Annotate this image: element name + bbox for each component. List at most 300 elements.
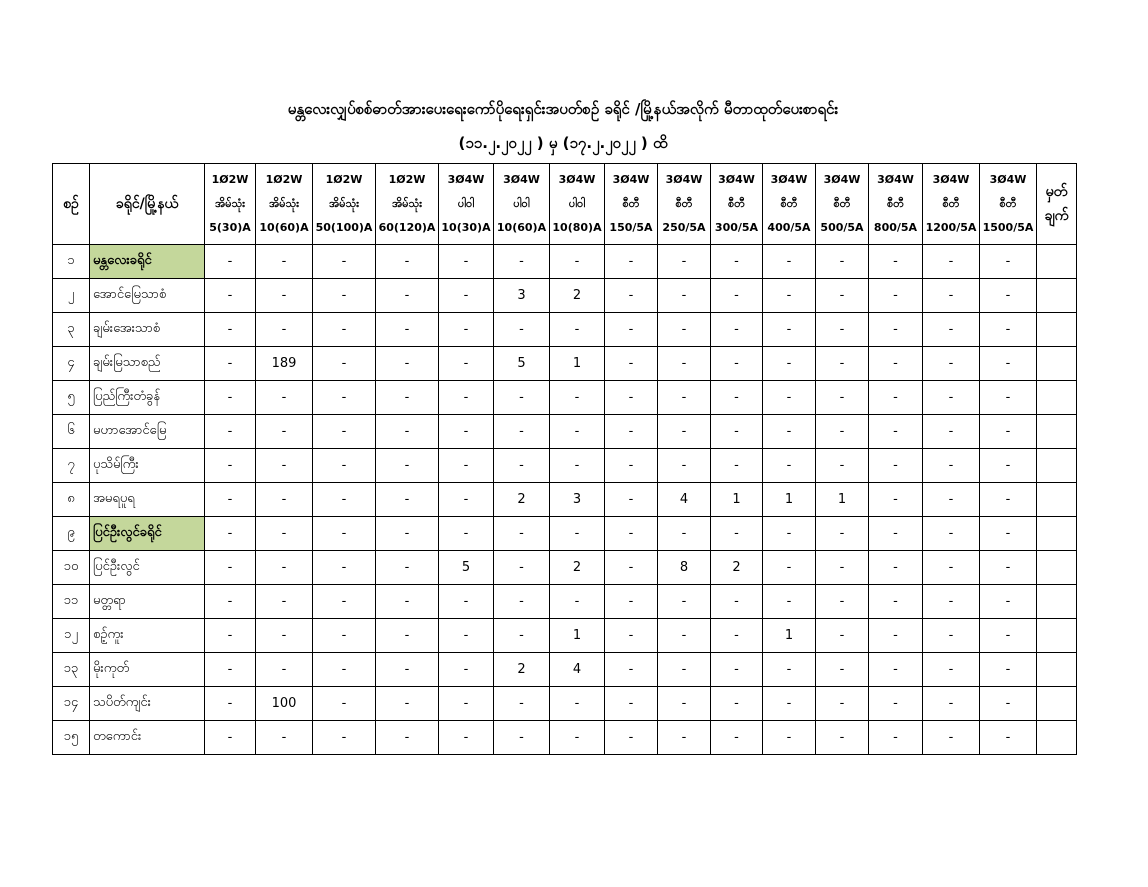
meter-count-cell: - [256, 415, 313, 449]
meter-column-header [605, 164, 658, 245]
table-row [53, 313, 1077, 347]
meter-column-header [313, 164, 376, 245]
remark-cell [1037, 551, 1077, 585]
meter-count-cell: - [605, 585, 658, 619]
meter-count-cell: - [256, 551, 313, 585]
meter-count-cell: 8 [658, 551, 711, 585]
meter-count-cell: - [980, 653, 1037, 687]
meter-count-cell: - [763, 653, 816, 687]
meter-column-header [923, 164, 980, 245]
meter-header-type: အိမ်သုံး [269, 197, 299, 210]
district-name-cell: မန္တလေးခရိုင် [90, 245, 205, 279]
meter-count-cell: - [256, 313, 313, 347]
meter-header-rating: 10(60)A [259, 221, 309, 234]
meter-header-phase: 3Ø4W [447, 173, 485, 186]
meter-count-cell: 3 [550, 483, 605, 517]
meter-count-cell: - [376, 653, 439, 687]
serial-cell: ၁၁ [53, 585, 90, 619]
meter-count-cell: - [923, 449, 980, 483]
township-name-cell: မတ္တရာ [90, 585, 205, 619]
meter-count-cell: - [256, 619, 313, 653]
remark-cell [1037, 483, 1077, 517]
meter-count-cell: - [763, 449, 816, 483]
meter-count-cell: - [439, 585, 494, 619]
meter-count-cell: - [658, 653, 711, 687]
meter-count-cell: - [923, 279, 980, 313]
serial-header: စဉ် [53, 164, 90, 245]
meter-count-cell: - [313, 449, 376, 483]
meter-count-cell: - [313, 483, 376, 517]
table-body [53, 245, 1077, 755]
meter-count-cell: - [439, 449, 494, 483]
meter-count-cell: - [816, 381, 869, 415]
meter-count-cell: - [711, 721, 763, 755]
meter-header-rating: 800/5A [873, 221, 918, 234]
remark-cell [1037, 585, 1077, 619]
meter-count-cell: - [869, 551, 923, 585]
meter-count-cell: - [711, 279, 763, 313]
remark-cell [1037, 381, 1077, 415]
meter-count-cell: - [494, 551, 550, 585]
meter-header-rating: 300/5A [714, 221, 759, 234]
meter-header-phase: 3Ø4W [612, 173, 650, 186]
meter-count-cell: 5 [494, 347, 550, 381]
meter-header-phase: 3Ø4W [503, 173, 540, 186]
township-name-cell: ပြည်ကြီးတံခွန် [90, 381, 205, 415]
meter-count-cell: - [376, 279, 439, 313]
meter-column-header [550, 164, 605, 245]
meter-count-cell: - [711, 347, 763, 381]
meter-count-cell: - [439, 381, 494, 415]
meter-count-cell: - [763, 517, 816, 551]
meter-count-cell: - [816, 653, 869, 687]
meter-header-phase: 1Ø2W [211, 173, 249, 186]
meter-count-cell: - [923, 619, 980, 653]
meter-header-type: စီတီ [887, 197, 904, 210]
meter-header-rating: 250/5A [662, 221, 706, 234]
meter-count-cell: - [205, 687, 256, 721]
meter-count-cell: - [763, 381, 816, 415]
meter-count-cell: - [550, 721, 605, 755]
remark-cell [1037, 279, 1077, 313]
report-date-range: (၁၁.၂.၂၀၂၂ ) မှ (၁၇.၂.၂၀၂၂ ) ထိ [458, 134, 668, 152]
meter-count-cell: - [980, 245, 1037, 279]
meter-count-cell: - [711, 313, 763, 347]
meter-count-cell: - [313, 517, 376, 551]
meter-count-cell: - [550, 415, 605, 449]
meter-count-cell: 2 [494, 653, 550, 687]
meter-count-cell: - [550, 245, 605, 279]
meter-count-cell: - [605, 483, 658, 517]
meter-issue-table [52, 163, 1077, 755]
meter-count-cell: - [256, 449, 313, 483]
meter-column-header [869, 164, 923, 245]
meter-count-cell: - [550, 449, 605, 483]
meter-header-type: စီတီ [780, 197, 798, 210]
meter-count-cell: - [711, 245, 763, 279]
table-row [53, 585, 1077, 619]
meter-count-cell: - [313, 347, 376, 381]
meter-count-cell: - [980, 279, 1037, 313]
meter-count-cell: - [256, 653, 313, 687]
meter-count-cell: - [605, 313, 658, 347]
meter-header-phase: 3Ø4W [823, 173, 861, 186]
meter-header-phase: 3Ø4W [877, 173, 914, 186]
meter-count-cell: - [923, 313, 980, 347]
meter-count-cell: - [494, 245, 550, 279]
meter-count-cell: - [980, 687, 1037, 721]
meter-count-cell: - [658, 279, 711, 313]
serial-cell: ၁၄ [53, 687, 90, 721]
serial-cell: ၅ [53, 381, 90, 415]
township-name-cell: အောင်မြေသာစံ [90, 279, 205, 313]
table-header-row [53, 164, 1077, 245]
meter-count-cell: - [711, 449, 763, 483]
meter-header-phase: 1Ø2W [325, 173, 363, 186]
meter-count-cell: - [980, 551, 1037, 585]
meter-count-cell: - [711, 619, 763, 653]
table-row [53, 347, 1077, 381]
township-name-cell: မိုးကုတ် [90, 653, 205, 687]
meter-count-cell: - [658, 687, 711, 721]
township-name-cell: မဟာအောင်မြေ [90, 415, 205, 449]
meter-count-cell: 3 [494, 279, 550, 313]
meter-header-rating: 150/5A [609, 221, 653, 234]
table-row [53, 279, 1077, 313]
remark-cell [1037, 245, 1077, 279]
meter-header-phase: 3Ø4W [989, 173, 1027, 186]
remark-cell [1037, 653, 1077, 687]
meter-count-cell: - [869, 619, 923, 653]
meter-count-cell: - [763, 585, 816, 619]
township-name-cell: သပိတ်ကျင်း [90, 687, 205, 721]
meter-count-cell: - [494, 313, 550, 347]
meter-count-cell: - [256, 721, 313, 755]
meter-count-cell: - [376, 619, 439, 653]
meter-count-cell: 2 [494, 483, 550, 517]
meter-header-type: စီတီ [833, 197, 851, 210]
meter-header-type: စီတီ [999, 197, 1017, 210]
meter-count-cell: - [205, 381, 256, 415]
meter-header-phase: 3Ø4W [932, 173, 970, 186]
meter-count-cell: - [869, 381, 923, 415]
table-row [53, 653, 1077, 687]
remark-header-line2: ချက် [1044, 208, 1069, 224]
meter-count-cell: - [923, 415, 980, 449]
meter-count-cell: - [494, 517, 550, 551]
meter-header-phase: 1Ø2W [388, 173, 426, 186]
table-row [53, 517, 1077, 551]
meter-count-cell: - [376, 415, 439, 449]
meter-count-cell: - [376, 551, 439, 585]
table-row [53, 415, 1077, 449]
meter-count-cell: - [816, 245, 869, 279]
township-name-cell: ချမ်းအေးသာစံ [90, 313, 205, 347]
meter-count-cell: - [205, 347, 256, 381]
meter-count-cell: - [980, 721, 1037, 755]
meter-count-cell: - [763, 721, 816, 755]
meter-count-cell: - [711, 687, 763, 721]
meter-count-cell: - [869, 279, 923, 313]
meter-count-cell: - [313, 279, 376, 313]
meter-count-cell: - [980, 449, 1037, 483]
table-row [53, 381, 1077, 415]
meter-count-cell: - [923, 483, 980, 517]
meter-header-rating: 10(60)A [496, 221, 547, 234]
meter-column-header [711, 164, 763, 245]
meter-count-cell: - [313, 551, 376, 585]
remark-cell [1037, 721, 1077, 755]
meter-count-cell: - [816, 585, 869, 619]
serial-cell: ၉ [53, 517, 90, 551]
meter-count-cell: - [494, 687, 550, 721]
meter-count-cell: - [376, 517, 439, 551]
serial-cell: ၈ [53, 483, 90, 517]
meter-count-cell: - [816, 449, 869, 483]
table-row [53, 687, 1077, 721]
meter-count-cell: - [658, 313, 711, 347]
meter-count-cell: 1 [816, 483, 869, 517]
meter-header-rating: 500/5A [820, 221, 864, 234]
remark-cell [1037, 687, 1077, 721]
meter-header-type: စီတီ [942, 197, 960, 210]
meter-header-phase: 1Ø2W [265, 173, 303, 186]
meter-count-cell: - [313, 585, 376, 619]
township-name-cell: ချမ်းမြသာစည် [90, 347, 205, 381]
township-name-cell: တကောင်း [90, 721, 205, 755]
meter-header-rating: 1500/5A [982, 221, 1034, 234]
meter-count-cell: - [869, 483, 923, 517]
meter-header-type: အိမ်သုံး [329, 197, 359, 210]
meter-count-cell: - [816, 687, 869, 721]
meter-header-phase: 3Ø4W [665, 173, 703, 186]
meter-count-cell: - [869, 585, 923, 619]
meter-count-cell: - [550, 313, 605, 347]
meter-column-header [658, 164, 711, 245]
meter-count-cell: - [658, 245, 711, 279]
meter-count-cell: - [605, 687, 658, 721]
remark-cell [1037, 449, 1077, 483]
meter-count-cell: - [980, 415, 1037, 449]
meter-count-cell: - [439, 687, 494, 721]
remark-cell [1037, 415, 1077, 449]
meter-count-cell: - [205, 313, 256, 347]
meter-count-cell: - [605, 721, 658, 755]
meter-count-cell: - [869, 449, 923, 483]
meter-count-cell: - [869, 313, 923, 347]
township-name-cell: အမရပူရ [90, 483, 205, 517]
meter-count-cell: 1 [550, 347, 605, 381]
serial-cell: ၁ [53, 245, 90, 279]
meter-count-cell: - [869, 721, 923, 755]
meter-count-cell: - [439, 619, 494, 653]
meter-count-cell: 4 [550, 653, 605, 687]
meter-header-rating: 400/5A [767, 221, 811, 234]
meter-column-header [439, 164, 494, 245]
meter-count-cell: - [439, 313, 494, 347]
meter-count-cell: 189 [256, 347, 313, 381]
meter-count-cell: - [816, 721, 869, 755]
meter-count-cell: - [256, 585, 313, 619]
meter-count-cell: - [205, 483, 256, 517]
serial-cell: ၂ [53, 279, 90, 313]
meter-count-cell: 2 [550, 279, 605, 313]
meter-count-cell: - [205, 721, 256, 755]
table-row [53, 619, 1077, 653]
meter-count-cell: - [205, 551, 256, 585]
serial-cell: ၁၃ [53, 653, 90, 687]
meter-count-cell: - [313, 687, 376, 721]
meter-count-cell: 2 [550, 551, 605, 585]
table-row [53, 483, 1077, 517]
meter-count-cell: - [658, 381, 711, 415]
meter-count-cell: - [439, 245, 494, 279]
meter-count-cell: - [711, 585, 763, 619]
meter-count-cell: - [869, 687, 923, 721]
meter-header-rating: 60(120)A [378, 221, 436, 234]
remark-header [1037, 164, 1077, 245]
meter-count-cell: 5 [439, 551, 494, 585]
report-title: မန္တလေးလျှပ်စစ်ဓာတ်အားပေးရေးကော်ပိုရေးရှင်းအပတ်စဉ် ခရိုင် /မြို့နယ်အလိုက် မီတာထုတ်ပေးစာရင်း [287, 100, 839, 118]
district-name-cell: ပြင်ဦးလွင်ခရိုင် [90, 517, 205, 551]
meter-count-cell: - [205, 585, 256, 619]
meter-count-cell: - [439, 653, 494, 687]
meter-count-cell: - [923, 381, 980, 415]
meter-column-header [494, 164, 550, 245]
meter-count-cell: - [439, 517, 494, 551]
meter-count-cell: - [376, 381, 439, 415]
meter-count-cell: - [658, 585, 711, 619]
serial-cell: ၁၀ [53, 551, 90, 585]
meter-count-cell: - [376, 483, 439, 517]
meter-count-cell: - [658, 721, 711, 755]
meter-count-cell: - [923, 517, 980, 551]
meter-count-cell: 100 [256, 687, 313, 721]
meter-count-cell: - [494, 449, 550, 483]
meter-count-cell: - [256, 483, 313, 517]
meter-count-cell: - [658, 415, 711, 449]
meter-column-header [980, 164, 1037, 245]
meter-count-cell: - [376, 245, 439, 279]
meter-count-cell: - [605, 551, 658, 585]
meter-count-cell: - [439, 483, 494, 517]
meter-count-cell: - [816, 279, 869, 313]
meter-header-type: ပါဝါ [568, 197, 586, 210]
meter-count-cell: - [605, 415, 658, 449]
meter-count-cell: - [550, 517, 605, 551]
township-name-cell: ပြင်ဦးလွင် [90, 551, 205, 585]
meter-count-cell: - [205, 415, 256, 449]
meter-count-cell: - [711, 653, 763, 687]
meter-count-cell: - [980, 517, 1037, 551]
meter-count-cell: - [376, 449, 439, 483]
meter-count-cell: - [923, 551, 980, 585]
meter-count-cell: - [376, 347, 439, 381]
meter-count-cell: - [494, 619, 550, 653]
meter-count-cell: - [605, 381, 658, 415]
meter-header-type: ပါဝါ [457, 197, 475, 210]
meter-count-cell: - [550, 687, 605, 721]
serial-cell: ၁၅ [53, 721, 90, 755]
meter-count-cell: - [816, 347, 869, 381]
meter-count-cell: 1 [763, 619, 816, 653]
meter-count-cell: - [816, 415, 869, 449]
meter-column-header [763, 164, 816, 245]
meter-column-header [256, 164, 313, 245]
meter-count-cell: - [763, 279, 816, 313]
meter-count-cell: - [605, 619, 658, 653]
remark-cell [1037, 313, 1077, 347]
meter-count-cell: - [256, 381, 313, 415]
meter-count-cell: - [869, 347, 923, 381]
meter-count-cell: - [494, 585, 550, 619]
meter-header-rating: 5(30)A [209, 221, 251, 234]
meter-count-cell: - [980, 585, 1037, 619]
meter-count-cell: - [376, 313, 439, 347]
meter-count-cell: - [816, 619, 869, 653]
meter-header-type: စီတီ [675, 197, 693, 210]
meter-count-cell: - [439, 279, 494, 313]
meter-count-cell: - [313, 619, 376, 653]
meter-count-cell: - [550, 381, 605, 415]
meter-count-cell: - [923, 687, 980, 721]
meter-count-cell: - [256, 279, 313, 313]
meter-count-cell: - [869, 653, 923, 687]
meter-count-cell: 4 [658, 483, 711, 517]
meter-count-cell: - [711, 517, 763, 551]
meter-count-cell: - [313, 721, 376, 755]
meter-count-cell: - [763, 313, 816, 347]
meter-count-cell: - [439, 347, 494, 381]
meter-count-cell: - [605, 449, 658, 483]
meter-count-cell: - [923, 721, 980, 755]
meter-count-cell: - [205, 449, 256, 483]
serial-cell: ၄ [53, 347, 90, 381]
meter-header-type: စီတီ [728, 197, 745, 210]
meter-count-cell: - [816, 313, 869, 347]
meter-header-rating: 10(30)A [441, 221, 491, 234]
meter-count-cell: - [711, 381, 763, 415]
meter-count-cell: - [550, 585, 605, 619]
meter-count-cell: 1 [711, 483, 763, 517]
meter-column-header [376, 164, 439, 245]
meter-count-cell: - [439, 415, 494, 449]
meter-header-phase: 3Ø4W [718, 173, 755, 186]
meter-count-cell: - [869, 245, 923, 279]
meter-count-cell: - [205, 517, 256, 551]
meter-header-rating: 10(80)A [552, 221, 602, 234]
meter-count-cell: - [256, 517, 313, 551]
meter-header-type: အိမ်သုံး [215, 197, 245, 210]
meter-header-type: စီတီ [622, 197, 640, 210]
meter-count-cell: - [313, 313, 376, 347]
meter-count-cell: - [658, 619, 711, 653]
meter-header-phase: 3Ø4W [558, 173, 596, 186]
meter-count-cell: - [658, 347, 711, 381]
township-name-cell: စဉ့်ကူး [90, 619, 205, 653]
table-row [53, 245, 1077, 279]
meter-count-cell: - [980, 483, 1037, 517]
meter-count-cell: - [313, 653, 376, 687]
meter-count-cell: - [494, 415, 550, 449]
meter-count-cell: - [763, 347, 816, 381]
table-row [53, 721, 1077, 755]
meter-count-cell: - [605, 347, 658, 381]
meter-count-cell: - [376, 721, 439, 755]
serial-cell: ၁၂ [53, 619, 90, 653]
meter-header-rating: 1200/5A [925, 221, 977, 234]
meter-count-cell: - [816, 551, 869, 585]
